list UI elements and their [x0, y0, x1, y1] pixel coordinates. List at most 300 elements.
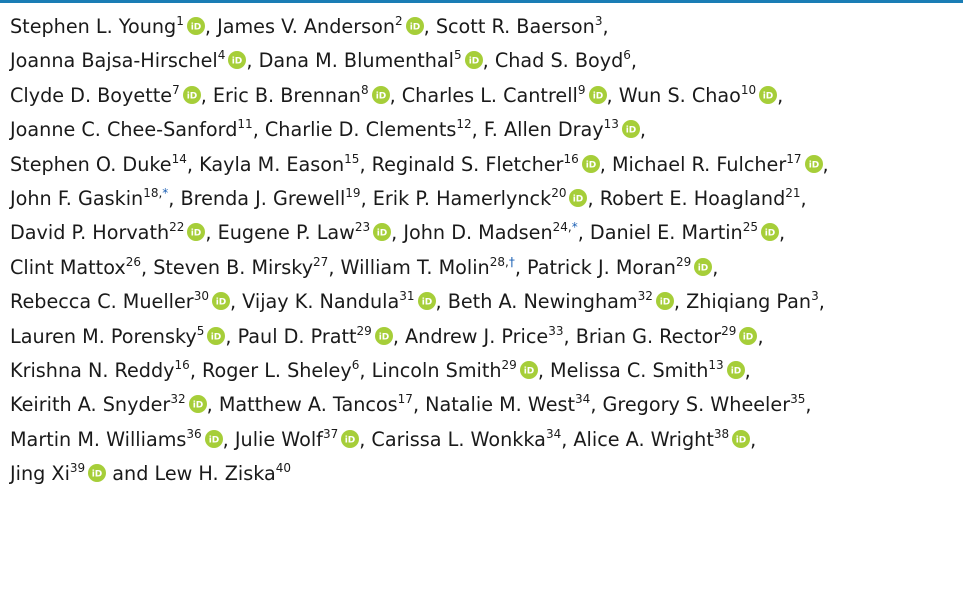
orcid-icon[interactable]	[228, 46, 246, 67]
affiliation-ref: 5	[454, 48, 462, 63]
affiliation-number	[313, 255, 328, 269]
orcid-icon[interactable]	[406, 12, 424, 33]
affiliation-number	[623, 48, 631, 62]
author	[402, 84, 607, 107]
author	[199, 153, 359, 176]
affiliation-ref: 35	[790, 392, 806, 407]
affiliation-number	[357, 324, 372, 338]
author	[341, 256, 515, 279]
author	[10, 290, 230, 313]
author-name: Scott R. Baerson	[435, 15, 595, 38]
affiliation-number	[355, 220, 370, 234]
orcid-icon[interactable]	[375, 322, 393, 343]
separator: ,	[805, 393, 812, 417]
author-name: Matthew A. Tancos	[218, 393, 398, 417]
affiliation-ref: 39	[69, 461, 86, 476]
orcid-icon[interactable]	[183, 81, 201, 102]
separator: ,	[630, 49, 638, 73]
affiliation-number	[197, 324, 205, 338]
separator: ,	[229, 290, 243, 314]
separator: ,	[359, 427, 372, 451]
author	[372, 359, 538, 382]
svg-text:iD: iD	[208, 435, 219, 446]
affiliation-ref: 38	[713, 426, 730, 441]
author-line	[10, 216, 960, 250]
separator: ,	[359, 358, 372, 382]
corresponding-note-link[interactable]: †	[508, 254, 515, 269]
separator: ,	[206, 393, 219, 417]
author	[10, 428, 223, 451]
affiliation-number	[126, 255, 141, 269]
author-name: Lincoln Smith	[371, 358, 502, 382]
affiliation-ref: 19	[345, 185, 361, 200]
author	[219, 393, 413, 416]
separator: ,	[514, 255, 528, 279]
author	[405, 325, 563, 348]
author	[603, 393, 806, 416]
orcid-icon[interactable]	[694, 253, 712, 274]
separator: ,	[606, 83, 619, 107]
affiliation-number	[352, 358, 360, 372]
author	[619, 84, 777, 107]
orcid-icon[interactable]	[732, 425, 750, 446]
affiliation-number	[551, 186, 566, 200]
affiliation-number	[454, 48, 462, 62]
svg-text:iD: iD	[409, 22, 420, 33]
affiliation-number	[595, 14, 603, 28]
author-name: Joanna Bajsa-Hirschel	[10, 49, 218, 73]
author-name: John F. Gaskin	[10, 186, 144, 210]
author	[436, 15, 603, 38]
svg-text:iD: iD	[191, 228, 202, 239]
separator: ,	[204, 15, 218, 38]
affiliation-number	[811, 289, 819, 303]
svg-text:iD: iD	[625, 125, 637, 136]
svg-text:iD: iD	[192, 400, 203, 411]
affiliation-ref: 18,	[143, 185, 163, 200]
affiliation-number	[741, 83, 756, 97]
author	[10, 393, 207, 416]
author	[10, 359, 190, 382]
separator: ,	[818, 290, 825, 314]
author	[10, 325, 225, 348]
author-line	[10, 457, 960, 491]
svg-text:iD: iD	[421, 297, 432, 308]
affiliation-ref: 3	[811, 289, 819, 304]
author	[403, 221, 577, 244]
affiliation-number	[218, 48, 226, 62]
author	[600, 187, 801, 210]
svg-text:iD: iD	[523, 366, 535, 377]
svg-text:iD: iD	[585, 160, 597, 171]
orcid-icon[interactable]	[761, 218, 779, 239]
svg-text:iD: iD	[730, 366, 741, 377]
affiliation-ref: 24,	[552, 220, 572, 235]
author-name: Eugene P. Law	[217, 221, 355, 245]
author-name: Steven B. Mirsky	[153, 255, 314, 279]
svg-text:iD: iD	[573, 194, 584, 205]
orcid-icon[interactable]	[418, 287, 436, 308]
affiliation-ref: 31	[399, 289, 415, 304]
affiliation-ref: 29	[501, 357, 517, 372]
affiliation-number	[790, 392, 805, 406]
author-line	[10, 148, 960, 182]
author-name: Michael R. Fulcher	[611, 152, 787, 176]
affiliation-ref: 5	[196, 323, 205, 338]
affiliation-ref: 22	[169, 220, 185, 235]
affiliation-ref: 17	[786, 151, 802, 166]
affiliation-number	[743, 220, 758, 234]
affiliation-number	[708, 358, 723, 372]
affiliation-ref: 15	[344, 151, 360, 166]
affiliation-number	[456, 117, 471, 131]
separator: ,	[639, 118, 647, 142]
separator: ,	[246, 49, 259, 73]
author-name: Stephen L. Young	[10, 15, 177, 38]
author-name: Robert E. Hoagland	[599, 186, 786, 210]
separator: ,	[412, 393, 426, 417]
orcid-icon[interactable]	[569, 184, 587, 205]
separator: ,	[392, 324, 406, 348]
author-name: Melissa C. Smith	[550, 358, 709, 382]
svg-text:iD: iD	[743, 332, 754, 343]
orcid-icon[interactable]	[805, 150, 823, 171]
separator: ,	[744, 358, 751, 382]
affiliation-ref: 6	[623, 48, 631, 63]
affiliation-ref: 12	[456, 117, 472, 132]
affiliation-number	[176, 14, 184, 28]
affiliation-number	[344, 152, 359, 166]
author	[154, 462, 291, 485]
svg-text:iD: iD	[735, 435, 747, 446]
author	[10, 256, 141, 279]
separator: ,	[435, 290, 448, 314]
author	[10, 153, 187, 176]
affiliation-number	[721, 324, 736, 338]
affiliation-ref: 14	[171, 151, 187, 166]
orcid-icon[interactable]	[656, 287, 674, 308]
author-name: Reginald S. Fletcher	[371, 152, 564, 176]
orcid-icon[interactable]	[520, 356, 538, 377]
affiliation-ref: 37	[322, 426, 339, 441]
affiliation-ref: 23	[354, 220, 371, 235]
author-line	[10, 285, 960, 319]
author	[10, 15, 205, 38]
author	[10, 462, 106, 485]
affiliation-number	[169, 220, 184, 234]
author	[495, 49, 631, 72]
author	[10, 84, 201, 107]
author-name: David P. Horvath	[10, 221, 170, 245]
author-name: Charlie D. Clements	[264, 118, 457, 142]
author-line	[10, 113, 960, 147]
author-name: Zhiqiang Pan	[686, 290, 812, 314]
separator: ,	[423, 15, 436, 38]
author	[10, 221, 205, 244]
separator: ,	[599, 152, 612, 176]
author	[218, 221, 392, 244]
separator: ,	[537, 358, 551, 382]
author-name: Daniel E. Martin	[589, 221, 743, 245]
separator: ,	[822, 152, 829, 176]
author	[213, 84, 390, 107]
affiliation-number	[548, 324, 563, 338]
author	[527, 256, 712, 279]
author-name: Keirith A. Snyder	[10, 393, 171, 417]
author	[265, 118, 472, 141]
separator: ,	[800, 186, 807, 210]
affiliation-ref: 4	[217, 48, 226, 63]
author	[612, 153, 823, 176]
author	[10, 118, 253, 141]
author-line	[10, 79, 960, 113]
author	[550, 359, 745, 382]
author	[372, 153, 600, 176]
affiliation-ref: 9	[577, 82, 586, 97]
affiliation-number	[563, 152, 578, 166]
author	[573, 428, 750, 451]
author	[484, 118, 640, 141]
author-line	[10, 44, 960, 78]
author	[217, 15, 424, 38]
affiliation-number	[490, 255, 515, 269]
author-name: Carissa L. Wonkka	[371, 427, 546, 451]
affiliation-ref: 3	[594, 14, 603, 28]
affiliation-ref: 7	[172, 82, 180, 97]
orcid-icon[interactable]	[341, 425, 359, 446]
orcid-icon[interactable]	[727, 356, 745, 377]
author	[373, 187, 588, 210]
author-name: Clint Mattox	[10, 255, 126, 279]
svg-text:iD: iD	[190, 22, 202, 33]
affiliation-ref: 27	[313, 254, 329, 269]
separator: ,	[189, 358, 203, 382]
orcid-icon[interactable]	[589, 81, 607, 102]
author	[202, 359, 359, 382]
affiliation-number	[194, 289, 209, 303]
orcid-icon[interactable]	[372, 81, 390, 102]
author	[686, 290, 819, 313]
separator: ,	[577, 221, 590, 245]
affiliation-ref: 34	[575, 392, 591, 407]
author-name: Erik P. Hamerlynck	[372, 186, 552, 210]
orcid-icon[interactable]	[88, 459, 106, 480]
separator: and	[106, 462, 155, 486]
affiliation-number	[575, 392, 590, 406]
affiliation-number	[553, 220, 578, 234]
affiliation-ref: 29	[721, 323, 737, 338]
author-name: Gregory S. Wheeler	[602, 393, 791, 417]
separator: ,	[359, 152, 372, 176]
separator: ,	[779, 221, 786, 245]
author	[425, 393, 590, 416]
author	[448, 290, 674, 313]
orcid-icon[interactable]	[622, 115, 640, 136]
author	[371, 428, 561, 451]
affiliation-ref: 6	[351, 357, 360, 372]
affiliation-ref: 26	[125, 254, 141, 269]
author-name: Roger L. Sheley	[202, 358, 352, 382]
separator: ,	[471, 118, 484, 142]
affiliation-number	[604, 117, 619, 131]
author-line	[10, 388, 960, 422]
svg-text:iD: iD	[808, 160, 819, 171]
author-name: William T. Molin	[340, 255, 490, 279]
affiliation-number	[502, 358, 517, 372]
separator: ,	[750, 427, 757, 451]
svg-text:iD: iD	[211, 332, 222, 343]
affiliation-number	[345, 186, 360, 200]
affiliation-number	[70, 461, 85, 475]
orcid-icon[interactable]	[207, 322, 225, 343]
affiliation-ref: 28,	[489, 254, 509, 269]
affiliation-number	[186, 427, 201, 441]
affiliation-number	[676, 255, 691, 269]
author-name: Stephen O. Duke	[10, 152, 172, 176]
affiliation-ref: 20	[551, 185, 567, 200]
author-name: James V. Anderson	[217, 15, 395, 38]
svg-text:iD: iD	[215, 297, 227, 308]
author-name: Paul D. Pratt	[237, 324, 357, 348]
affiliation-number	[785, 186, 800, 200]
affiliation-number	[276, 461, 291, 475]
affiliation-number	[714, 427, 729, 441]
separator: ,	[222, 427, 235, 451]
affiliation-ref: 32	[637, 289, 653, 304]
author-name: Jing Xi	[10, 462, 70, 486]
corresponding-note-link[interactable]: *	[571, 220, 578, 235]
separator: ,	[777, 83, 784, 107]
orcid-icon[interactable]	[373, 218, 391, 239]
affiliation-number	[395, 14, 403, 28]
author	[181, 187, 361, 210]
author-list	[10, 10, 960, 491]
orcid-icon[interactable]	[187, 12, 205, 33]
author-line	[10, 320, 960, 354]
separator: ,	[482, 49, 495, 73]
svg-text:iD: iD	[376, 228, 388, 239]
orcid-icon[interactable]	[205, 425, 223, 446]
author	[235, 428, 359, 451]
affiliation-ref: 32	[170, 392, 186, 407]
affiliation-number	[398, 392, 413, 406]
top-rule	[0, 0, 963, 3]
author	[10, 187, 168, 210]
affiliation-ref: 16	[174, 357, 190, 372]
svg-text:iD: iD	[186, 91, 197, 102]
separator: ,	[587, 186, 600, 210]
svg-text:iD: iD	[344, 435, 356, 446]
author-name: Charles L. Cantrell	[401, 83, 578, 107]
affiliation-ref: 33	[548, 323, 564, 338]
author-line	[10, 423, 960, 457]
separator: ,	[186, 152, 200, 176]
author-name: Wun S. Chao	[618, 83, 741, 107]
separator: ,	[391, 221, 404, 245]
affiliation-number	[361, 83, 369, 97]
svg-text:iD: iD	[375, 91, 386, 102]
author-name: F. Allen Dray	[483, 118, 604, 142]
affiliation-number	[323, 427, 338, 441]
affiliation-ref: 13	[708, 357, 724, 372]
orcid-icon[interactable]	[582, 150, 600, 171]
affiliation-ref: 1	[176, 14, 184, 28]
affiliation-ref: 30	[193, 289, 209, 304]
svg-text:iD: iD	[592, 91, 603, 102]
separator: ,	[141, 255, 154, 279]
affiliation-ref: 21	[785, 185, 801, 200]
affiliation-ref: 10	[740, 82, 757, 97]
author-name: Patrick J. Moran	[527, 255, 676, 279]
svg-text:iD: iD	[659, 297, 671, 308]
svg-text:iD: iD	[232, 56, 243, 67]
separator: ,	[225, 324, 238, 348]
author-name: Eric B. Brennan	[212, 83, 361, 107]
affiliation-ref: 25	[742, 220, 759, 235]
affiliation-ref: 16	[563, 151, 579, 166]
svg-text:iD: iD	[764, 228, 776, 239]
affiliation-number	[786, 152, 801, 166]
author-name: Vijay K. Nandula	[242, 290, 400, 314]
author	[259, 49, 483, 72]
author-line	[10, 182, 960, 216]
orcid-icon[interactable]	[739, 322, 757, 343]
separator: ,	[168, 186, 181, 210]
separator: ,	[590, 393, 603, 417]
separator: ,	[389, 83, 402, 107]
affiliation-ref: 8	[360, 82, 369, 97]
separator: ,	[563, 324, 576, 348]
author-line	[10, 251, 960, 285]
author-name: Martin M. Williams	[10, 427, 187, 451]
svg-text:iD: iD	[378, 332, 390, 343]
orcid-icon[interactable]	[189, 390, 207, 411]
affiliation-number	[175, 358, 190, 372]
author	[576, 325, 758, 348]
affiliation-number	[143, 186, 168, 200]
author-name: Dana M. Blumenthal	[258, 49, 454, 73]
author	[238, 325, 393, 348]
author-name: Chad S. Boyd	[494, 49, 624, 73]
author	[242, 290, 435, 313]
svg-text:iD: iD	[468, 56, 479, 67]
author-name: John D. Madsen	[403, 221, 553, 245]
separator: ,	[360, 186, 373, 210]
affiliation-number	[546, 427, 561, 441]
affiliation-ref: 17	[397, 392, 413, 407]
separator: ,	[757, 324, 764, 348]
orcid-icon[interactable]	[465, 46, 483, 67]
separator: ,	[328, 255, 341, 279]
orcid-icon[interactable]	[187, 218, 205, 239]
author-name: Kayla M. Eason	[199, 152, 345, 176]
orcid-icon[interactable]	[212, 287, 230, 308]
separator: ,	[561, 427, 574, 451]
author-line	[10, 354, 960, 388]
author	[590, 221, 779, 244]
affiliation-ref: 11	[237, 117, 253, 132]
author-name: Beth A. Newingham	[447, 290, 638, 314]
affiliation-number	[638, 289, 653, 303]
svg-text:iD: iD	[762, 91, 774, 102]
affiliation-ref: 29	[675, 254, 692, 269]
author-name: Andrew J. Price	[405, 324, 549, 348]
author-name: Rebecca C. Mueller	[10, 290, 194, 314]
affiliation-number	[399, 289, 414, 303]
orcid-icon[interactable]	[759, 81, 777, 102]
affiliation-number	[170, 392, 185, 406]
corresponding-note-link[interactable]: *	[162, 185, 169, 200]
